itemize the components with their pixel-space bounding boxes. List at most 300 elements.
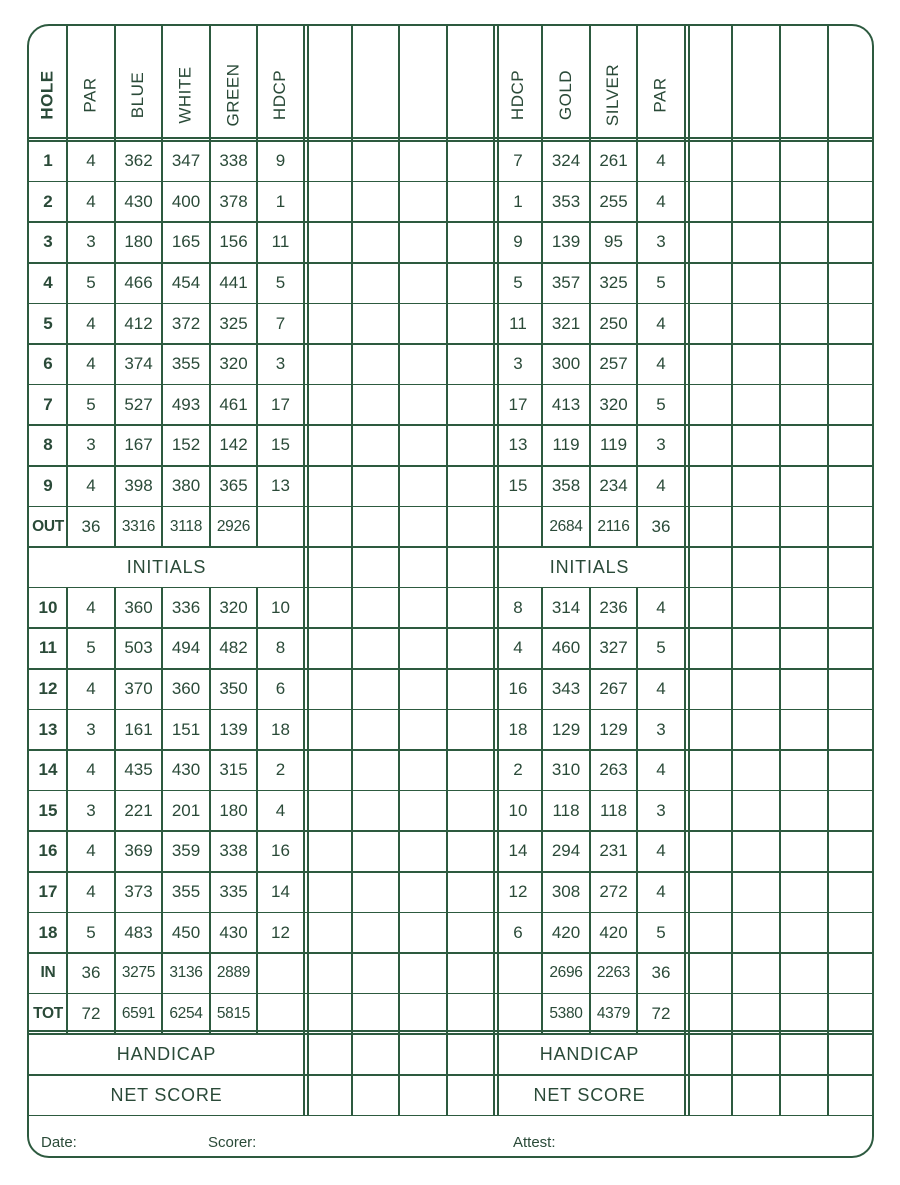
score-cell[interactable] (685, 466, 732, 507)
score-cell[interactable] (352, 588, 399, 629)
cell-par: 5 (86, 394, 96, 414)
cell-hdcp: 5 (275, 273, 286, 293)
score-cell[interactable] (780, 628, 828, 669)
score-cell[interactable] (780, 994, 828, 1035)
cell-gold: 413 (551, 394, 581, 414)
cell-blue: 373 (124, 882, 153, 902)
score-cell[interactable] (304, 466, 352, 507)
score-cell[interactable] (828, 344, 874, 385)
score-cell[interactable] (352, 141, 399, 182)
score-cell[interactable] (828, 385, 874, 426)
initials-cell[interactable] (399, 547, 447, 588)
score-cell[interactable] (732, 141, 780, 182)
cell-hole: 5 (43, 313, 53, 333)
score-cell[interactable] (685, 506, 732, 547)
score-cell[interactable] (780, 344, 828, 385)
score-cell[interactable] (685, 669, 732, 710)
score-cell[interactable] (685, 344, 732, 385)
score-cell[interactable] (352, 791, 399, 832)
score-cell[interactable] (304, 588, 352, 629)
initials-cell[interactable] (828, 547, 874, 588)
score-cell[interactable] (399, 385, 447, 426)
score-cell[interactable] (780, 222, 828, 263)
score-cell[interactable] (732, 628, 780, 669)
score-cell[interactable] (685, 222, 732, 263)
score-cell[interactable] (828, 628, 874, 669)
score-cell[interactable] (399, 831, 447, 872)
score-cell[interactable] (828, 222, 874, 263)
row-divider (29, 1033, 874, 1035)
score-cell[interactable] (780, 588, 828, 629)
cell-green: 441 (219, 273, 248, 293)
cell-hdcp: 9 (275, 151, 286, 171)
score-cell[interactable] (304, 182, 352, 223)
score-cell[interactable] (352, 628, 399, 669)
handicap-cell[interactable] (780, 1034, 828, 1075)
cell-green: 325 (219, 313, 248, 333)
cell-hdcp2: 7 (513, 151, 523, 171)
cell-blue: 3275 (121, 964, 156, 982)
score-cell[interactable] (732, 506, 780, 547)
score-cell[interactable] (732, 425, 780, 466)
cell-hdcp2: 9 (513, 232, 523, 252)
score-cell[interactable] (828, 466, 874, 507)
score-cell[interactable] (447, 506, 494, 547)
cell-blue: 430 (124, 191, 153, 211)
handicap-cell[interactable] (732, 1034, 780, 1075)
header-hdcp-label: HDCP (270, 69, 290, 121)
score-cell[interactable] (352, 344, 399, 385)
score-cell[interactable] (447, 994, 494, 1035)
score-cell[interactable] (828, 303, 874, 344)
cell-white: 454 (171, 273, 201, 293)
score-cell[interactable] (399, 141, 447, 182)
cell-white: 3136 (169, 964, 203, 982)
cell-silver: 231 (599, 841, 628, 861)
handicap-cell[interactable] (352, 1034, 399, 1075)
score-cell[interactable] (304, 994, 352, 1035)
header-hole-label: HOLE (38, 70, 58, 120)
score-cell[interactable] (828, 263, 874, 304)
handicap-cell[interactable] (447, 1034, 494, 1075)
net-score-cell[interactable] (447, 1075, 494, 1116)
score-cell[interactable] (828, 872, 874, 913)
cell-gold: 343 (551, 679, 581, 699)
column-divider (66, 26, 68, 547)
row-divider (29, 912, 874, 914)
column-divider (541, 26, 543, 547)
score-cell[interactable] (352, 263, 399, 304)
cell-white: 347 (171, 151, 201, 171)
score-cell[interactable] (780, 791, 828, 832)
score-cell[interactable] (685, 831, 732, 872)
score-cell[interactable] (304, 141, 352, 182)
cell-green: 139 (219, 719, 248, 739)
cell-silver: 95 (604, 232, 623, 252)
row-divider (29, 668, 874, 670)
score-cell[interactable] (732, 750, 780, 791)
cell-green: 461 (219, 394, 248, 414)
score-cell[interactable] (685, 953, 732, 994)
cell-hdcp2: 1 (513, 191, 523, 211)
cell-green: 320 (219, 597, 248, 617)
score-cell[interactable] (399, 506, 447, 547)
scorer-label: Scorer: (208, 1134, 257, 1151)
cell-par: 36 (81, 516, 101, 536)
score-cell[interactable] (447, 182, 494, 223)
cell-hdcp (257, 953, 304, 994)
row-divider (29, 871, 874, 873)
score-cell[interactable] (732, 385, 780, 426)
score-cell[interactable] (447, 709, 494, 750)
row-divider (29, 587, 874, 589)
column-divider (256, 588, 258, 1035)
score-cell[interactable] (399, 872, 447, 913)
score-cell[interactable] (352, 750, 399, 791)
score-cell[interactable] (399, 628, 447, 669)
score-cell[interactable] (732, 263, 780, 304)
cell-blue: 6591 (121, 1004, 156, 1022)
net-score-cell[interactable] (352, 1075, 399, 1116)
score-cell[interactable] (780, 141, 828, 182)
score-cell[interactable] (780, 831, 828, 872)
score-cell[interactable] (685, 912, 732, 953)
score-cell[interactable] (828, 425, 874, 466)
score-cell[interactable] (399, 994, 447, 1035)
column-divider (161, 26, 163, 547)
handicap-cell[interactable] (304, 1034, 352, 1075)
score-cell[interactable] (780, 953, 828, 994)
cell-par: 4 (86, 191, 96, 211)
cell-hole: 3 (43, 232, 53, 252)
score-cell[interactable] (304, 709, 352, 750)
cell-hole: 6 (43, 354, 53, 374)
cell-silver: 420 (599, 922, 628, 942)
score-cell[interactable] (732, 709, 780, 750)
header-white-label: WHITE (176, 66, 195, 124)
header-green (210, 26, 257, 141)
score-cell[interactable] (732, 669, 780, 710)
score-cell[interactable] (780, 425, 828, 466)
score-cell[interactable] (304, 628, 352, 669)
cell-hole: 10 (38, 597, 58, 617)
score-cell[interactable] (352, 872, 399, 913)
score-cell[interactable] (447, 872, 494, 913)
score-cell[interactable] (352, 425, 399, 466)
score-cell[interactable] (304, 303, 352, 344)
handicap-cell[interactable] (399, 1034, 447, 1075)
score-cell[interactable] (780, 385, 828, 426)
score-cell[interactable] (685, 750, 732, 791)
score-cell[interactable] (780, 466, 828, 507)
score-cell[interactable] (780, 263, 828, 304)
score-cell[interactable] (399, 263, 447, 304)
initials-cell[interactable] (304, 547, 352, 588)
cell-white: 151 (171, 719, 201, 739)
score-cell[interactable] (399, 791, 447, 832)
score-cell[interactable] (828, 912, 874, 953)
cell-par: 5 (86, 273, 96, 293)
score-cell[interactable] (304, 791, 352, 832)
score-cell[interactable] (685, 994, 732, 1035)
score-cell[interactable] (447, 425, 494, 466)
cell-hdcp2: 18 (508, 719, 528, 739)
net-score-cell[interactable] (685, 1075, 732, 1116)
net-score-cell[interactable] (732, 1075, 780, 1116)
score-cell[interactable] (685, 303, 732, 344)
attest-label: Attest: (513, 1134, 556, 1151)
score-cell[interactable] (447, 628, 494, 669)
cell-par2: 5 (656, 273, 666, 293)
score-cell[interactable] (447, 222, 494, 263)
cell-par: 4 (86, 354, 96, 374)
cell-par2: 5 (656, 922, 666, 942)
handicap-cell[interactable] (685, 1034, 732, 1075)
score-cell[interactable] (447, 953, 494, 994)
cell-par2: 36 (651, 963, 671, 983)
initials-cell[interactable] (447, 547, 494, 588)
score-cell[interactable] (685, 182, 732, 223)
score-cell[interactable] (304, 385, 352, 426)
score-cell[interactable] (399, 182, 447, 223)
score-cell[interactable] (447, 588, 494, 629)
score-cell[interactable] (399, 303, 447, 344)
score-cell[interactable] (828, 994, 874, 1035)
score-cell[interactable] (828, 831, 874, 872)
score-cell[interactable] (399, 222, 447, 263)
cell-hdcp2: 16 (508, 679, 528, 699)
score-cell[interactable] (685, 588, 732, 629)
score-cell[interactable] (352, 506, 399, 547)
score-cell[interactable] (780, 303, 828, 344)
score-cell[interactable] (828, 141, 874, 182)
header-hdcp2-label: HDCP (508, 69, 528, 121)
cell-par2: 4 (656, 679, 666, 699)
header-hdcp (257, 26, 304, 141)
score-cell[interactable] (399, 588, 447, 629)
column-divider (256, 26, 258, 547)
score-cell[interactable] (828, 953, 874, 994)
score-cell[interactable] (732, 588, 780, 629)
cell-par2: 4 (656, 760, 666, 780)
row-divider (29, 303, 874, 305)
score-cell[interactable] (304, 263, 352, 304)
score-cell[interactable] (780, 506, 828, 547)
score-cell[interactable] (732, 466, 780, 507)
cell-gold: 460 (551, 638, 581, 658)
score-cell[interactable] (304, 831, 352, 872)
score-cell[interactable] (685, 872, 732, 913)
score-cell[interactable] (447, 466, 494, 507)
score-cell[interactable] (780, 750, 828, 791)
score-cell[interactable] (304, 669, 352, 710)
net-score-cell[interactable] (304, 1075, 352, 1116)
score-cell[interactable] (732, 872, 780, 913)
score-cell[interactable] (304, 344, 352, 385)
score-cell[interactable] (352, 912, 399, 953)
cell-hdcp: 10 (271, 597, 290, 617)
column-divider (303, 26, 305, 1115)
score-cell[interactable] (304, 750, 352, 791)
score-cell[interactable] (399, 425, 447, 466)
score-cell[interactable] (352, 669, 399, 710)
score-cell[interactable] (732, 344, 780, 385)
score-cell[interactable] (685, 425, 732, 466)
row-divider (29, 384, 874, 386)
initials-cell[interactable] (732, 547, 780, 588)
cell-silver: 325 (599, 273, 628, 293)
cell-gold: 420 (551, 922, 581, 942)
header-hole (29, 26, 67, 141)
row-divider (29, 181, 874, 183)
cell-hdcp: 17 (271, 394, 290, 414)
score-cell[interactable] (399, 912, 447, 953)
cell-hdcp2: 13 (508, 435, 528, 455)
score-cell[interactable] (447, 912, 494, 953)
score-cell[interactable] (780, 669, 828, 710)
cell-silver: 272 (599, 882, 628, 902)
score-cell[interactable] (732, 182, 780, 223)
score-cell[interactable] (780, 709, 828, 750)
score-cell[interactable] (447, 385, 494, 426)
score-cell[interactable] (352, 466, 399, 507)
cell-white: 359 (171, 841, 201, 861)
score-cell[interactable] (447, 141, 494, 182)
score-cell[interactable] (399, 750, 447, 791)
score-cell[interactable] (399, 344, 447, 385)
net-score-cell[interactable] (828, 1075, 874, 1116)
cell-silver: 320 (599, 394, 628, 414)
cell-hole: 4 (43, 273, 53, 293)
score-cell[interactable] (780, 182, 828, 223)
cell-white: 3118 (169, 517, 203, 535)
row-divider (29, 506, 874, 508)
score-cell[interactable] (685, 385, 732, 426)
score-cell[interactable] (732, 912, 780, 953)
score-cell[interactable] (447, 263, 494, 304)
initials-cell[interactable] (685, 547, 732, 588)
column-divider (731, 26, 733, 1115)
score-cell[interactable] (352, 994, 399, 1035)
cell-hdcp (257, 994, 304, 1035)
net-score-cell[interactable] (780, 1075, 828, 1116)
score-cell[interactable] (447, 669, 494, 710)
score-cell[interactable] (780, 872, 828, 913)
net-score-cell[interactable] (399, 1075, 447, 1116)
score-cell[interactable] (399, 709, 447, 750)
score-cell[interactable] (685, 141, 732, 182)
score-cell[interactable] (732, 222, 780, 263)
score-cell[interactable] (828, 182, 874, 223)
cell-silver: 2116 (597, 517, 630, 535)
row-divider (29, 749, 874, 751)
score-cell[interactable] (447, 303, 494, 344)
score-cell[interactable] (732, 831, 780, 872)
cell-silver: 118 (599, 800, 628, 820)
score-cell[interactable] (828, 669, 874, 710)
cell-par: 4 (86, 313, 96, 333)
score-cell[interactable] (352, 222, 399, 263)
score-cell[interactable] (828, 709, 874, 750)
scorecard (27, 24, 874, 1158)
handicap-cell[interactable] (828, 1034, 874, 1075)
score-cell[interactable] (732, 791, 780, 832)
cell-blue: 167 (124, 435, 153, 455)
score-cell[interactable] (304, 953, 352, 994)
row-divider (29, 546, 874, 548)
cell-gold: 353 (551, 191, 581, 211)
cell-par2: 72 (651, 1003, 671, 1023)
score-cell[interactable] (447, 750, 494, 791)
score-cell[interactable] (304, 222, 352, 263)
score-cell[interactable] (352, 709, 399, 750)
cell-hdcp: 18 (271, 719, 290, 739)
cell-green: 320 (219, 354, 248, 374)
cell-hole: 17 (38, 882, 58, 902)
cell-par: 4 (86, 760, 96, 780)
cell-par2: 4 (656, 191, 666, 211)
score-cell[interactable] (732, 953, 780, 994)
cell-blue: 221 (124, 800, 153, 820)
score-cell[interactable] (447, 831, 494, 872)
cell-hdcp2 (494, 994, 542, 1035)
score-cell[interactable] (685, 628, 732, 669)
cell-white: 336 (171, 597, 201, 617)
score-cell[interactable] (352, 385, 399, 426)
score-cell[interactable] (304, 425, 352, 466)
cell-par: 4 (86, 597, 96, 617)
score-cell[interactable] (685, 709, 732, 750)
score-cell[interactable] (828, 791, 874, 832)
cell-green: 2889 (216, 964, 251, 982)
cell-white: 380 (171, 476, 201, 496)
score-cell[interactable] (304, 872, 352, 913)
score-cell[interactable] (399, 953, 447, 994)
score-cell[interactable] (732, 303, 780, 344)
row-divider (29, 221, 874, 223)
cell-hdcp: 6 (275, 679, 286, 699)
initials-cell[interactable] (352, 547, 399, 588)
score-cell[interactable] (732, 994, 780, 1035)
cell-hdcp: 1 (275, 191, 286, 211)
header-blue (115, 26, 162, 141)
cell-white: 355 (171, 882, 201, 902)
initials-cell[interactable] (780, 547, 828, 588)
score-cell[interactable] (399, 669, 447, 710)
score-cell[interactable] (304, 506, 352, 547)
cell-silver: 236 (599, 597, 628, 617)
cell-par: 4 (86, 679, 96, 699)
cell-gold: 308 (551, 882, 581, 902)
score-cell[interactable] (685, 791, 732, 832)
score-cell[interactable] (352, 831, 399, 872)
score-cell[interactable] (828, 588, 874, 629)
score-cell[interactable] (447, 791, 494, 832)
cell-gold: 300 (551, 354, 581, 374)
score-cell[interactable] (780, 912, 828, 953)
score-cell[interactable] (828, 750, 874, 791)
score-cell[interactable] (685, 263, 732, 304)
cell-white: 165 (171, 232, 201, 252)
score-cell[interactable] (304, 912, 352, 953)
score-cell[interactable] (447, 344, 494, 385)
header-par2 (637, 26, 685, 141)
score-cell[interactable] (352, 953, 399, 994)
score-cell[interactable] (399, 466, 447, 507)
score-cell[interactable] (828, 506, 874, 547)
score-cell[interactable] (352, 303, 399, 344)
score-cell[interactable] (352, 182, 399, 223)
